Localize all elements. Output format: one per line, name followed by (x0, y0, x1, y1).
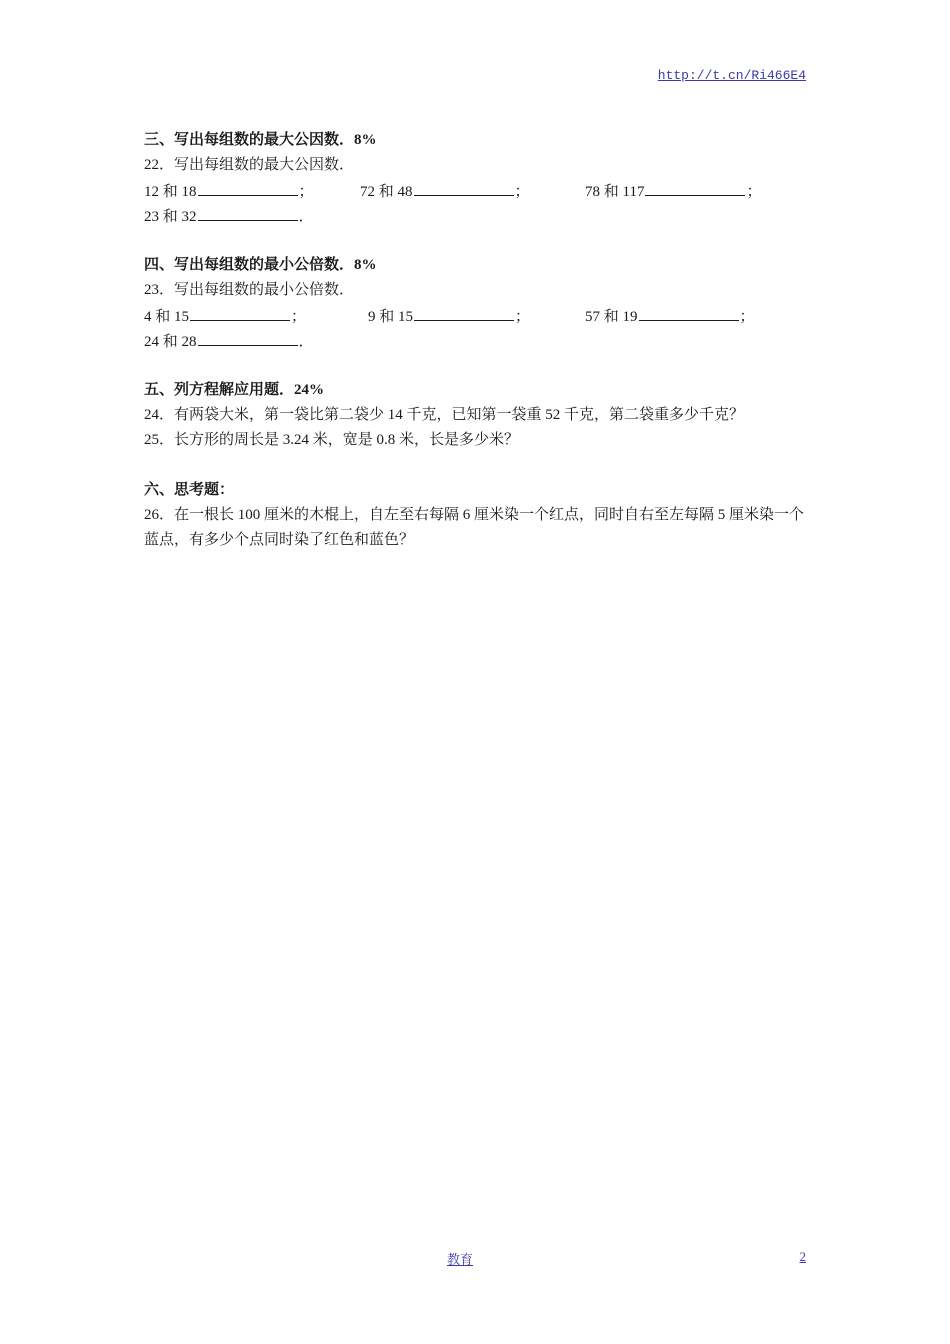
section-title: 三、写出每组数的最大公因数．8% (144, 132, 377, 148)
answer-item: 4 和 15 ； (144, 303, 306, 330)
section-gcd (144, 128, 814, 228)
answer-blank[interactable] (198, 203, 298, 221)
answer-item: 9 和 15 ； (368, 303, 530, 330)
section-title: 四、写出每组数的最小公倍数．8% (144, 257, 377, 273)
answer-blank[interactable] (414, 178, 514, 196)
answer-blank[interactable] (198, 328, 298, 346)
question-23: 23．写出每组数的最小公倍数． (144, 282, 355, 298)
question-24: 24．有两袋大米，第一袋比第二袋少 14 千克，已知第一袋重 52 千克，第二袋重多少千克？ (144, 407, 745, 423)
answer-row (144, 178, 814, 203)
answer-item: 78 和 117 ； (585, 178, 761, 205)
section-equations (144, 378, 814, 453)
answer-blank[interactable] (414, 303, 514, 321)
question-25: 25．长方形的周长是 3.24 米，宽是 0.8 米，长是多少米？ (144, 432, 520, 448)
answer-item: 12 和 18 ； (144, 178, 314, 205)
section-thinking (144, 478, 814, 553)
section-title: 五、列方程解应用题．24% (144, 382, 325, 398)
answer-item: 23 和 32 ． (144, 203, 314, 230)
answer-blank[interactable] (190, 303, 290, 321)
footer-link[interactable]: 教育 (447, 1252, 474, 1267)
answer-row (144, 303, 814, 328)
answer-blank[interactable] (639, 303, 739, 321)
page-number[interactable]: 2 (799, 1249, 806, 1264)
question-22: 22．写出每组数的最大公因数． (144, 157, 355, 173)
answer-row (144, 328, 814, 353)
document-body (144, 128, 814, 578)
section-lcm (144, 253, 814, 353)
header-link[interactable]: http://t.cn/Ri466E4 (657, 68, 806, 83)
answer-blank[interactable] (198, 178, 298, 196)
answer-item: 72 和 48 ； (360, 178, 530, 205)
answer-item: 57 和 19 ； (585, 303, 755, 330)
section-title: 六、思考题： (144, 482, 235, 498)
answer-blank[interactable] (645, 178, 745, 196)
answer-item: 24 和 28 ． (144, 328, 314, 355)
question-26: 26．在一根长 100 厘米的木棍上，自左至右每隔 6 厘米染一个红点，同时自右至左每隔 5 厘米染一个蓝点，有多少个点同时染了红色和蓝色？ (144, 507, 805, 548)
answer-row (144, 203, 814, 228)
